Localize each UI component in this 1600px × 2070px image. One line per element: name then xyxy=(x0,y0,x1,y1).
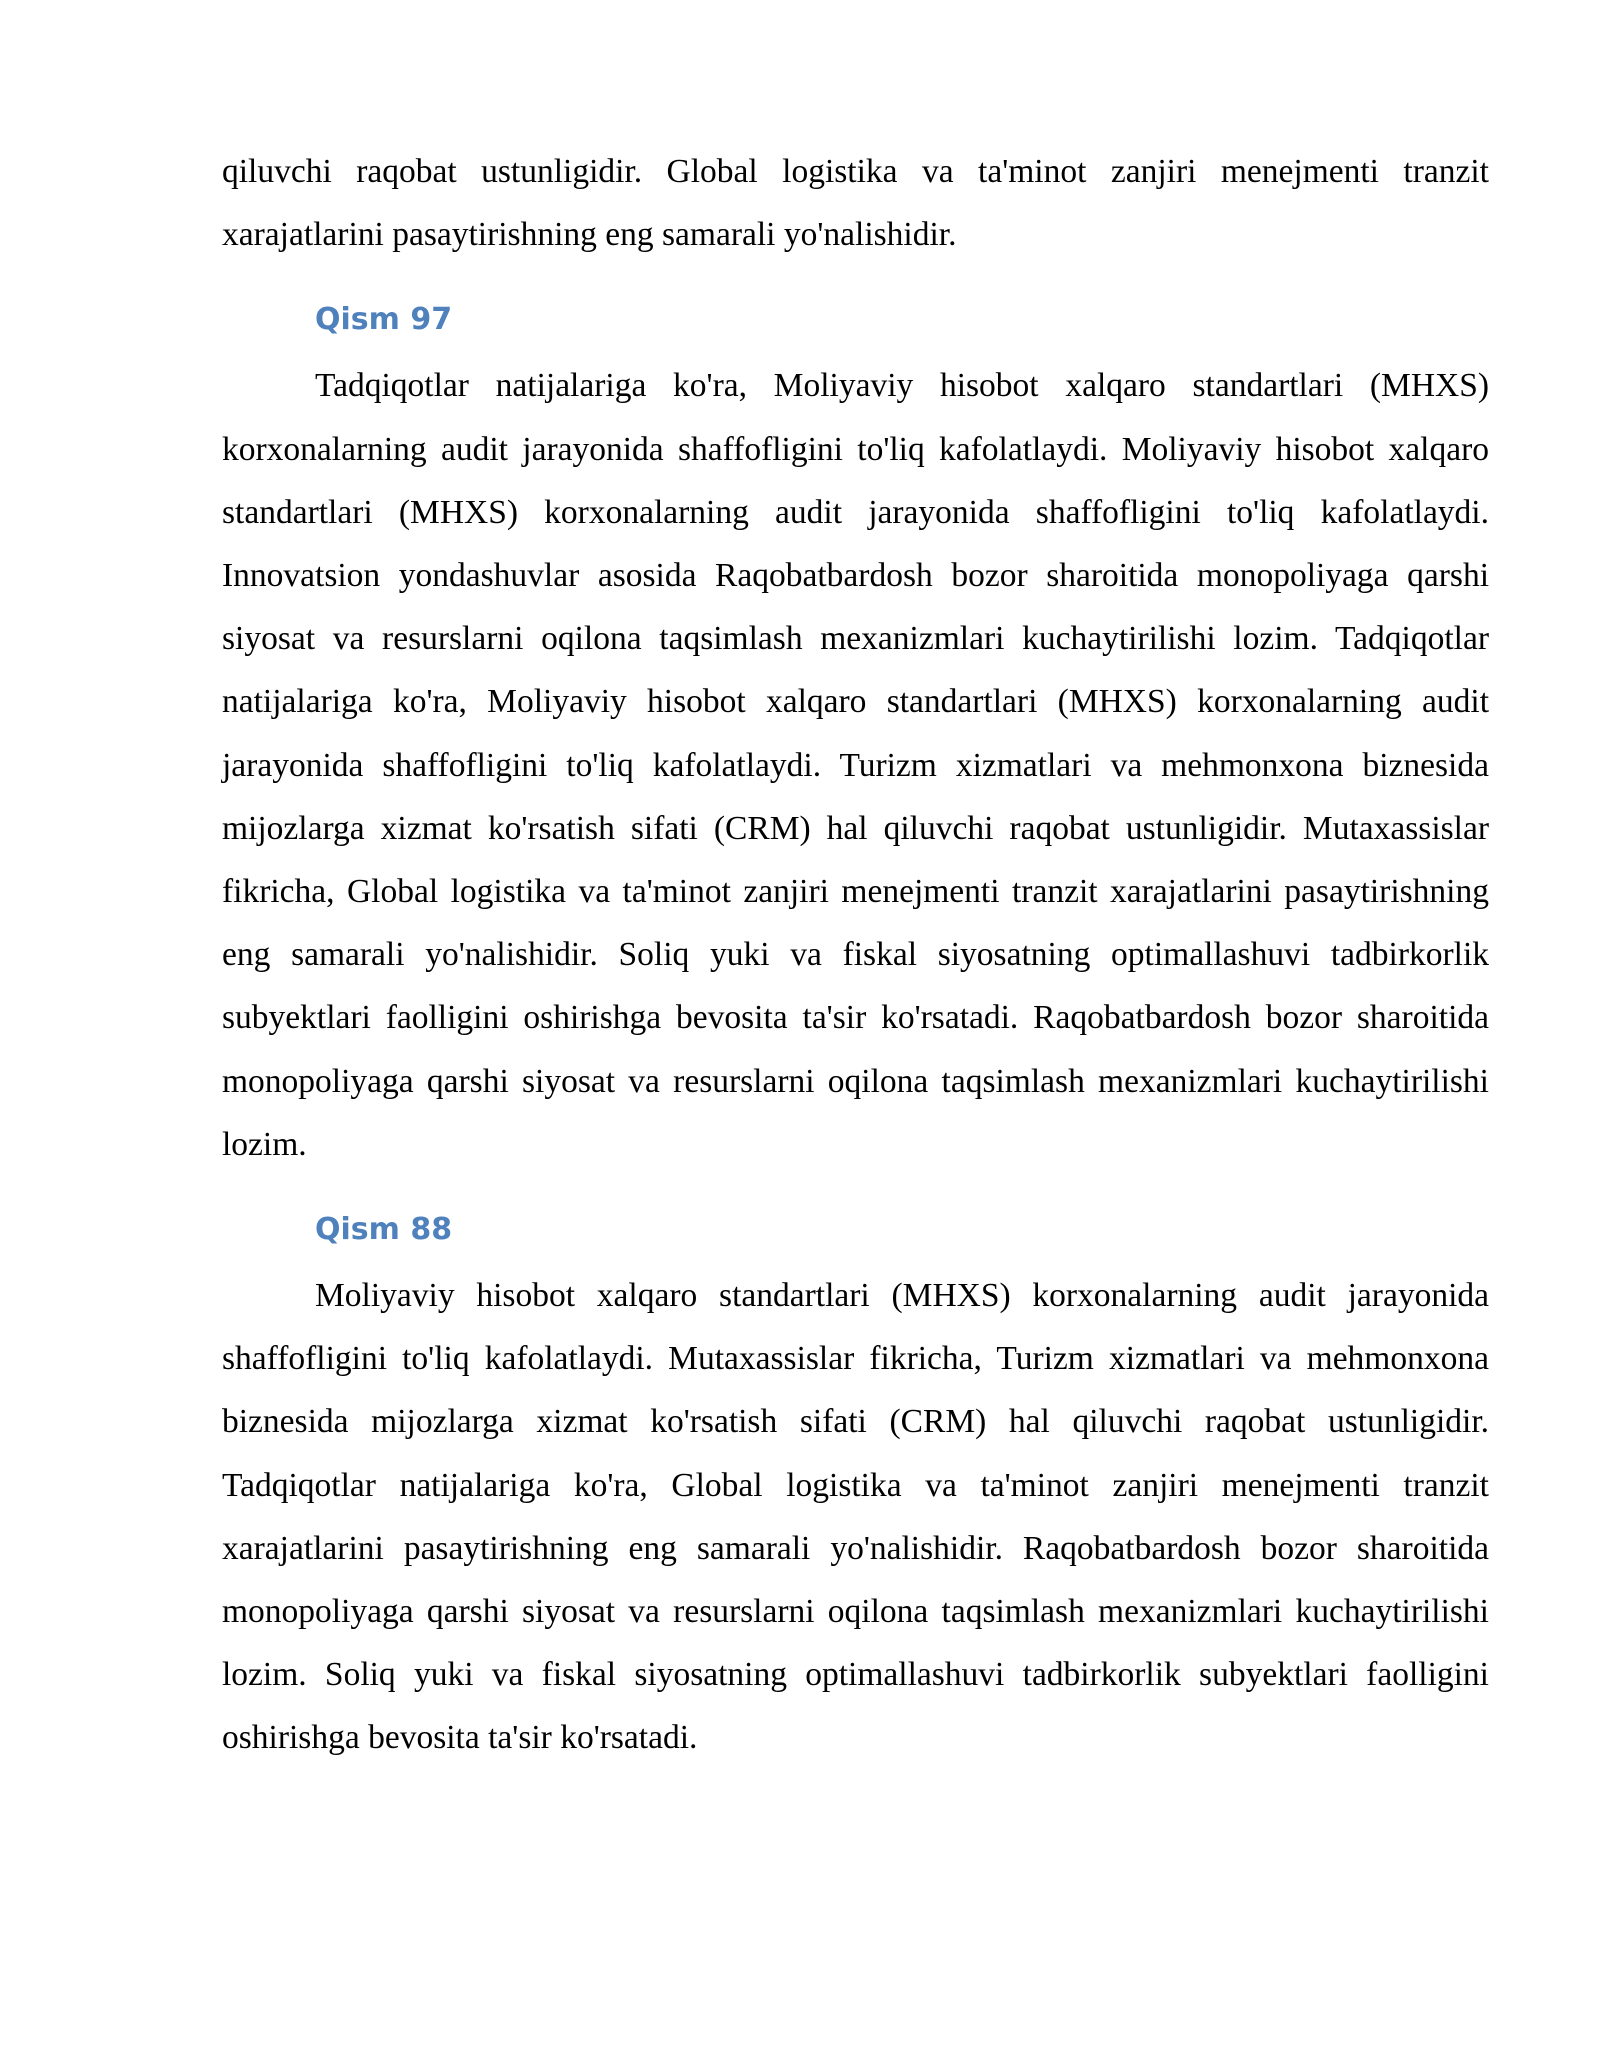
section-heading-qism-88: Qism 88 xyxy=(315,1212,453,1248)
continuation-paragraph: qiluvchi raqobat ustunligidir. Global logistika va ta'minot zanjiri menejmenti tranzit xarajatlarini pasaytirishning eng samarali yo'nalishidir. xyxy=(222,153,1489,254)
section-body-qism-88: Moliyaviy hisobot xalqaro standartlari (MHXS) korxonalarning audit jarayonida shaffofligini to'liq kafolatlaydi. Mutaxassislar fikricha, Turizm xizmatlari va mehmonxona biznesida mijozlarga xizmat ko'rsatish sifati (CRM) hal qiluvchi raqobat ustunligidir. Tadqiqotlar natijalariga ko'ra, Global logistika va ta'minot zanjiri menejmenti tranzit xarajatlarini pasaytirishning eng samarali yo'nalishidir. Raqobatbardosh bozor sharoitida monopoliyaga qarshi siyosat va resurslarni oqilona taqsimlash mexanizmlari kuchaytirilishi lozim. Soliq yuki va fiskal siyosatning optimallashuvi tadbirkorlik subyektlari faolligini oshirishga bevosita ta'sir ko'rsatadi. xyxy=(222,1277,1489,1757)
section-body-qism-97: Tadqiqotlar natijalariga ko'ra, Moliyaviy hisobot xalqaro standartlari (MHXS) korxonalarning audit jarayonida shaffofligini to'liq kafolatlaydi. Moliyaviy hisobot xalqaro standartlari (MHXS) korxonalarning audit jarayonida shaffofligini to'liq kafolatlaydi. Innovatsion yondashuvlar asosida Raqobatbardosh bozor sharoitida monopoliyaga qarshi siyosat va resurslarni oqilona taqsimlash mexanizmlari kuchaytirilishi lozim. Tadqiqotlar natijalariga ko'ra, Moliyaviy hisobot xalqaro standartlari (MHXS) korxonalarning audit jarayonida shaffofligini to'liq kafolatlaydi. Turizm xizmatlari va mehmonxona biznesida mijozlarga xizmat ko'rsatish sifati (CRM) hal qiluvchi raqobat ustunligidir. Mutaxassislar fikricha, Global logistika va ta'minot zanjiri menejmenti tranzit xarajatlarini pasaytirishning eng samarali yo'nalishidir. Soliq yuki va fiskal siyosatning optimallashuvi tadbirkorlik subyektlari faolligini oshirishga bevosita ta'sir ko'rsatadi. Raqobatbardosh bozor sharoitida monopoliyaga qarshi siyosat va resurslarni oqilona taqsimlash mexanizmlari kuchaytirilishi lozim. xyxy=(222,367,1489,1163)
document-page xyxy=(222,140,1489,1770)
section-heading-qism-97: Qism 97 xyxy=(315,302,453,338)
